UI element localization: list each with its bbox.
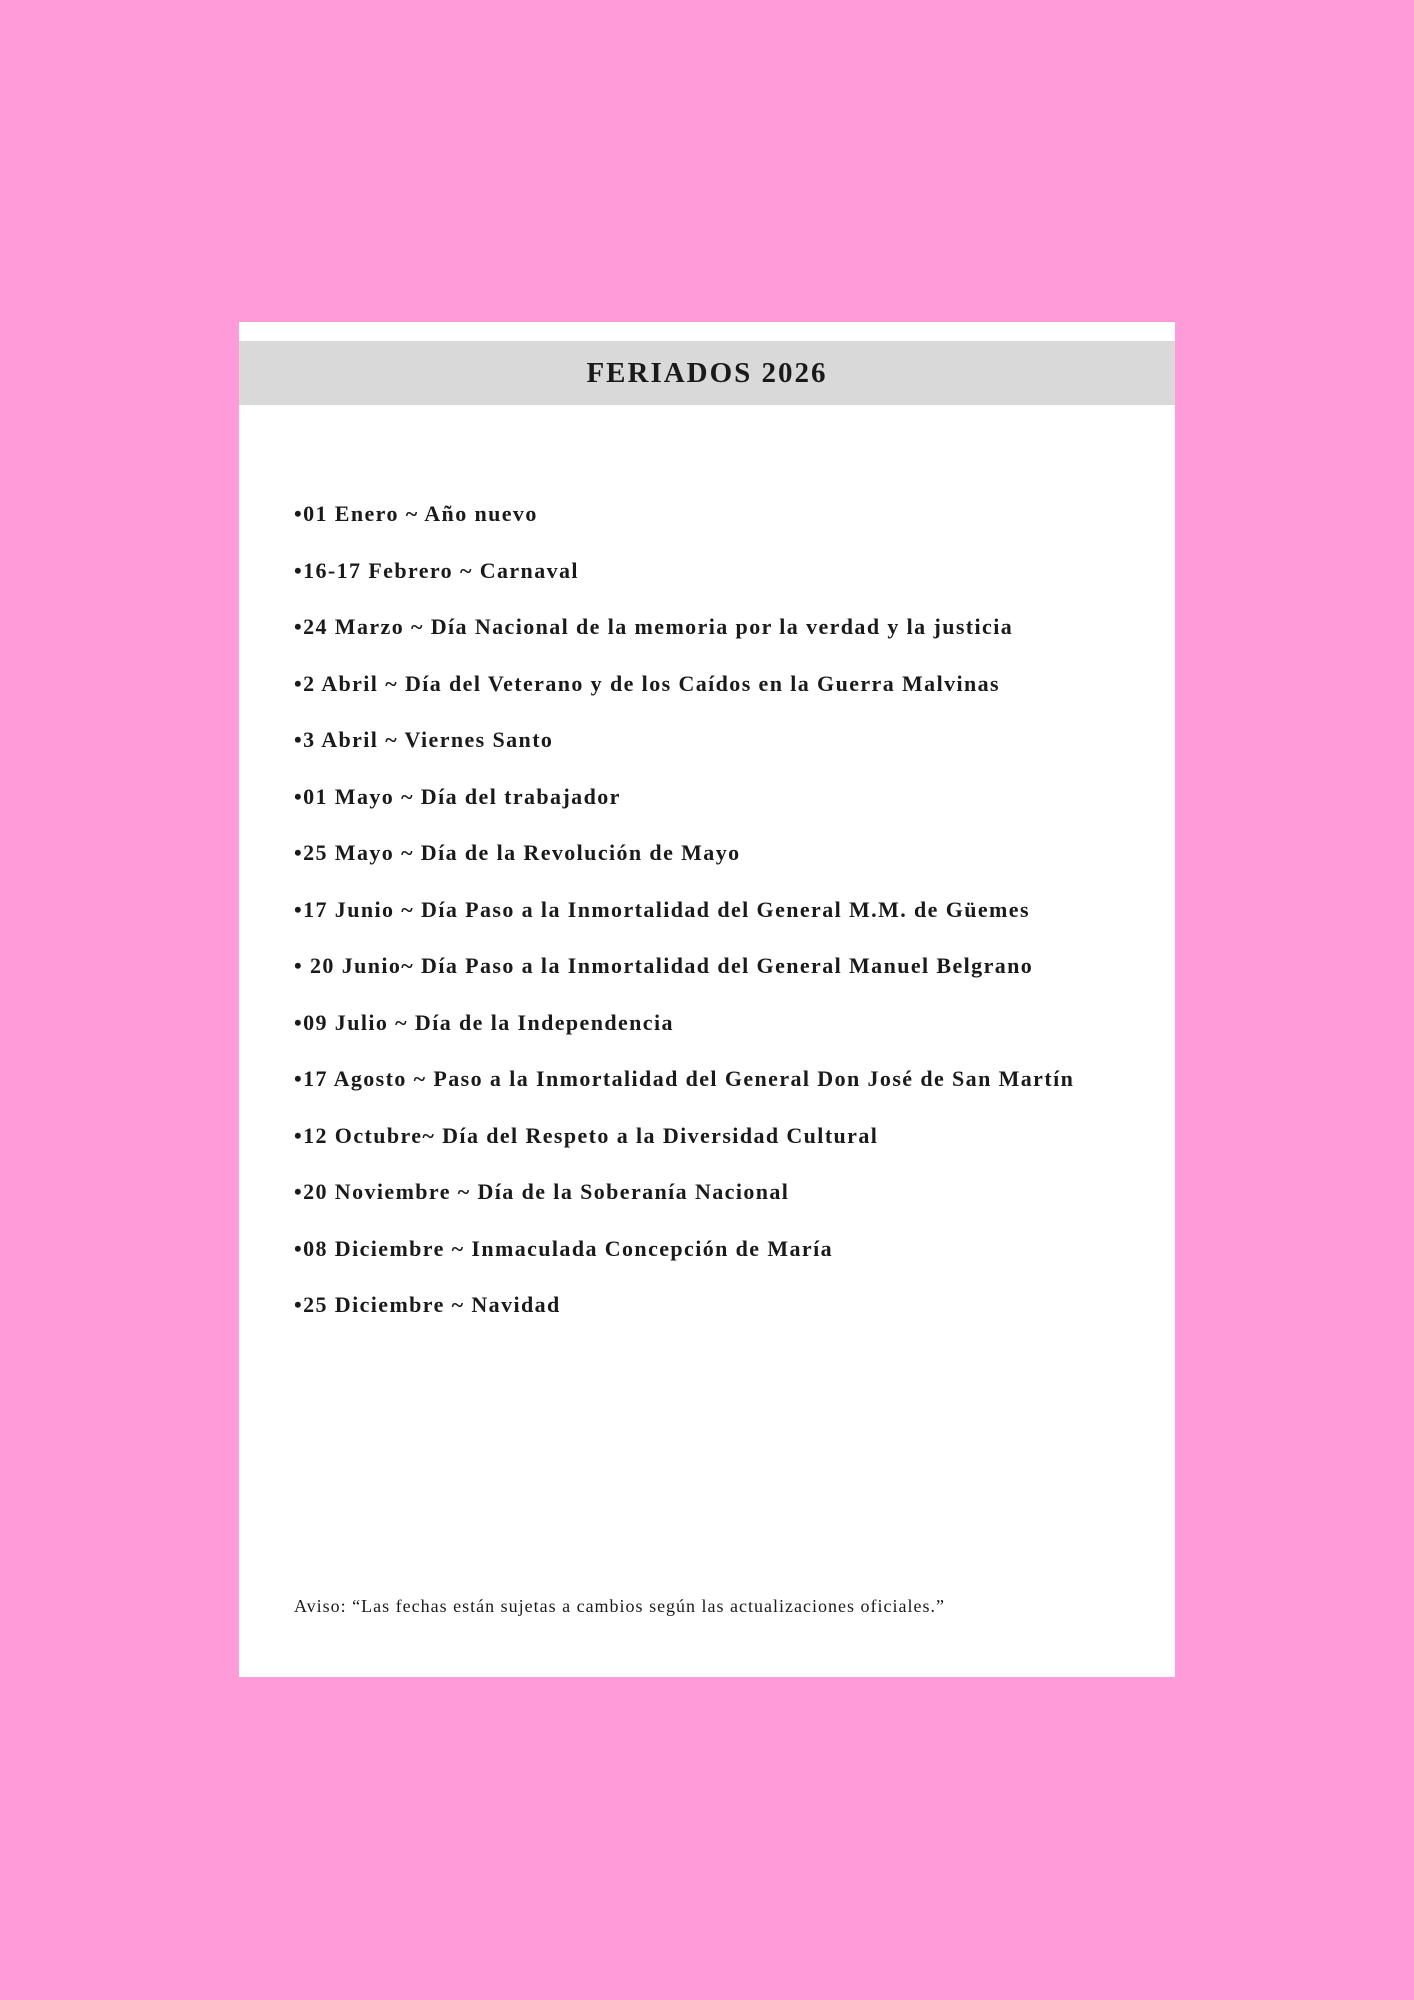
holiday-item: • 20 Junio~ Día Paso a la Inmortalidad del General Manuel Belgrano <box>294 953 1034 978</box>
holiday-card <box>239 322 1175 1677</box>
title-band <box>239 341 1175 405</box>
holiday-item: •08 Diciembre ~ Inmaculada Concepción de María <box>294 1235 833 1261</box>
holiday-item: •17 Agosto ~ Paso a la Inmortalidad del General Don José de San Martín <box>294 1066 1075 1091</box>
holiday-item: •25 Diciembre ~ Navidad <box>294 1292 561 1317</box>
holiday-item: •16-17 Febrero ~ Carnaval <box>294 557 579 583</box>
holiday-item: •12 Octubre~ Día del Respeto a la Diversidad Cultural <box>294 1122 879 1148</box>
page-title: FERIADOS 2026 <box>586 356 828 389</box>
holiday-item: •20 Noviembre ~ Día de la Soberanía Nacional <box>294 1179 790 1204</box>
holiday-item: •24 Marzo ~ Día Nacional de la memoria por la verdad y la justicia <box>294 614 1014 639</box>
holiday-item: •3 Abril ~ Viernes Santo <box>294 727 554 752</box>
holiday-item: •09 Julio ~ Día de la Independencia <box>294 1009 674 1035</box>
holiday-item: •17 Junio ~ Día Paso a la Inmortalidad del General M.M. de Güemes <box>294 896 1030 922</box>
holiday-item: •25 Mayo ~ Día de la Revolución de Mayo <box>294 840 741 865</box>
holiday-item: •01 Mayo ~ Día del trabajador <box>294 783 621 809</box>
holiday-item: •2 Abril ~ Día del Veterano y de los Caídos en la Guerra Malvinas <box>294 670 1000 696</box>
disclaimer-notice: Aviso: “Las fechas están sujetas a cambios según las actualizaciones oficiales.” <box>294 1596 945 1616</box>
holiday-item: •01 Enero ~ Año nuevo <box>294 501 538 526</box>
holiday-list <box>294 500 1124 1348</box>
